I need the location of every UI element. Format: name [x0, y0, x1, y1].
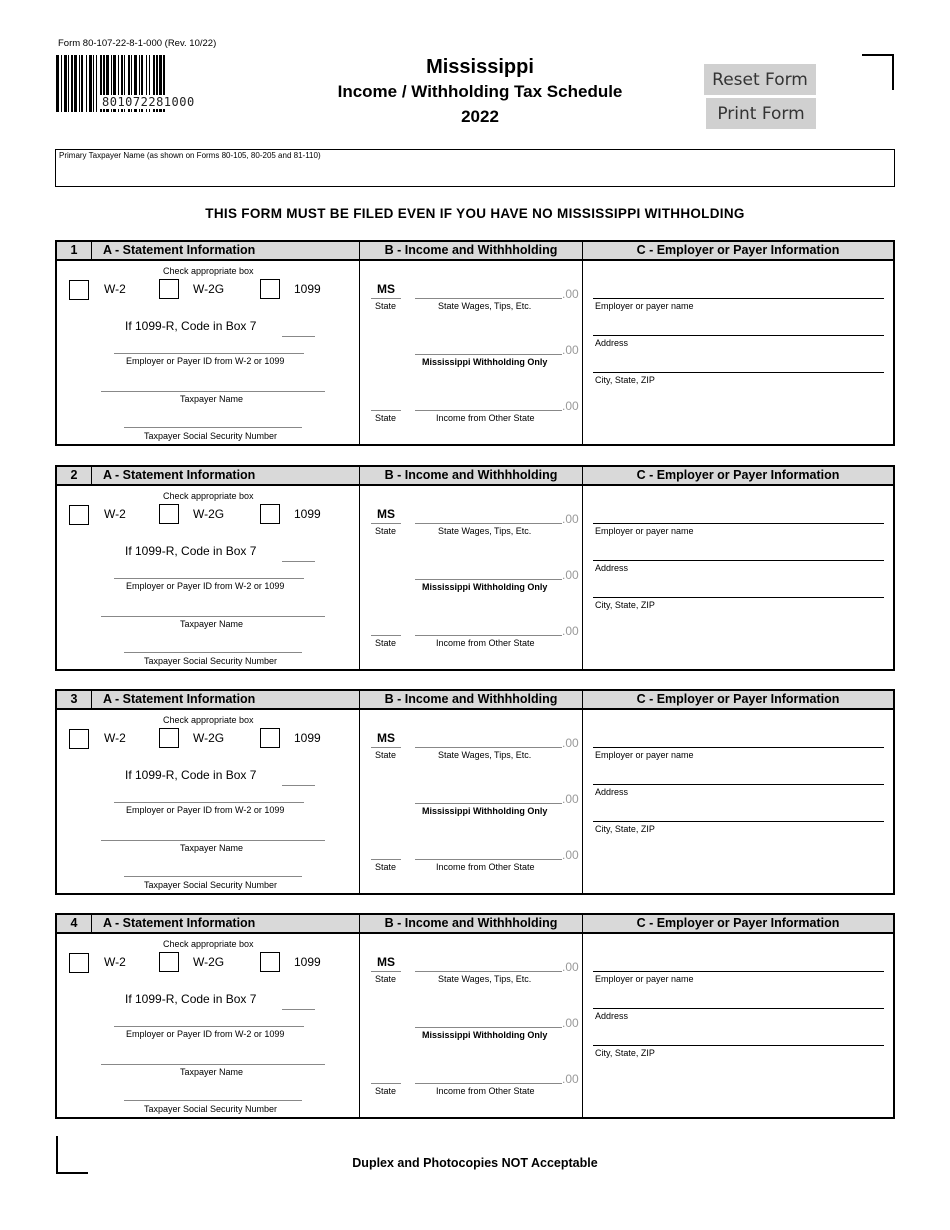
section-b-header: B - Income and Withhholding	[384, 243, 558, 257]
ms-state-code: MS	[377, 955, 395, 969]
section-divider	[359, 915, 360, 1117]
section-b-header: B - Income and Withhholding	[384, 692, 558, 706]
w2g-label: W-2G	[193, 282, 225, 296]
section-a-header: A - Statement Information	[103, 916, 256, 930]
code-box7-field[interactable]	[282, 336, 315, 337]
f1099-label: 1099	[294, 731, 321, 745]
other-income-field[interactable]	[415, 635, 562, 636]
w2-checkbox[interactable]	[69, 953, 89, 973]
employer-name-field[interactable]	[593, 523, 884, 524]
section-divider	[582, 242, 583, 444]
block-header	[57, 691, 893, 710]
code-box7-label: If 1099-R, Code in Box 7	[125, 768, 257, 782]
address-field[interactable]	[593, 1008, 884, 1009]
filing-notice: THIS FORM MUST BE FILED EVEN IF YOU HAVE NO MISSISSIPPI WITHHOLDING	[205, 206, 745, 221]
employer-name-field[interactable]	[593, 747, 884, 748]
state-code-line	[371, 523, 401, 524]
statement-block-1	[55, 240, 895, 446]
employer-name-label: Employer or payer name	[595, 526, 694, 536]
other-income-field[interactable]	[415, 859, 562, 860]
employer-id-label: Employer or Payer ID from W-2 or 1099	[126, 581, 285, 591]
section-divider	[582, 467, 583, 669]
primary-taxpayer-name-field[interactable]	[55, 149, 895, 187]
other-income-label: Income from Other State	[436, 638, 535, 648]
registration-mark-top-right	[862, 54, 894, 56]
section-a-header: A - Statement Information	[103, 243, 256, 257]
block-number: 3	[57, 691, 92, 708]
ms-withholding-cents: .00	[562, 792, 579, 806]
block-number: 4	[57, 915, 92, 932]
employer-id-field[interactable]	[114, 802, 304, 803]
address-field[interactable]	[593, 560, 884, 561]
ssn-label: Taxpayer Social Security Number	[144, 880, 278, 890]
state-wages-cents: .00	[562, 736, 579, 750]
employer-id-field[interactable]	[114, 353, 304, 354]
block-header	[57, 915, 893, 934]
ms-state-code: MS	[377, 282, 395, 296]
address-label: Address	[595, 1011, 629, 1021]
ms-state-code: MS	[377, 507, 395, 521]
state-wages-label: State Wages, Tips, Etc.	[438, 974, 532, 984]
other-income-field[interactable]	[415, 410, 562, 411]
other-state-code-field[interactable]	[371, 410, 401, 411]
w2g-checkbox[interactable]	[159, 279, 179, 299]
code-box7-field[interactable]	[282, 785, 315, 786]
ms-withholding-field[interactable]	[415, 354, 562, 355]
w2g-label: W-2G	[193, 955, 225, 969]
check-box-hint: Check appropriate box	[163, 939, 254, 949]
w2-checkbox[interactable]	[69, 505, 89, 525]
state-wages-label: State Wages, Tips, Etc.	[438, 301, 532, 311]
w2-checkbox[interactable]	[69, 729, 89, 749]
state-code-line	[371, 971, 401, 972]
other-income-cents: .00	[562, 1072, 579, 1086]
taxpayer-name-field[interactable]	[101, 1064, 325, 1065]
w2g-label: W-2G	[193, 731, 225, 745]
state-wages-cents: .00	[562, 287, 579, 301]
section-divider	[359, 242, 360, 444]
w2-checkbox[interactable]	[69, 280, 89, 300]
code-box7-field[interactable]	[282, 1009, 315, 1010]
section-divider	[582, 915, 583, 1117]
state-code-line	[371, 747, 401, 748]
city-state-zip-label: City, State, ZIP	[595, 1048, 655, 1058]
employer-name-label: Employer or payer name	[595, 301, 694, 311]
w2-label: W-2	[104, 731, 126, 745]
address-label: Address	[595, 563, 629, 573]
f1099-label: 1099	[294, 507, 321, 521]
address-label: Address	[595, 338, 629, 348]
ms-state-code: MS	[377, 731, 395, 745]
code-box7-label: If 1099-R, Code in Box 7	[125, 544, 257, 558]
ssn-field[interactable]	[124, 427, 302, 428]
ssn-label: Taxpayer Social Security Number	[144, 656, 278, 666]
employer-id-field[interactable]	[114, 1026, 304, 1027]
section-b-header: B - Income and Withhholding	[384, 468, 558, 482]
ms-withholding-label: Mississippi Withholding Only	[422, 357, 548, 367]
form-title-state: Mississippi	[426, 56, 534, 78]
employer-id-label: Employer or Payer ID from W-2 or 1099	[126, 1029, 285, 1039]
barcode-number: 801072281000	[102, 95, 195, 109]
state-wages-field[interactable]	[415, 747, 562, 748]
other-income-cents: .00	[562, 399, 579, 413]
taxpayer-name-field[interactable]	[101, 840, 325, 841]
employer-name-label: Employer or payer name	[595, 974, 694, 984]
address-label: Address	[595, 787, 629, 797]
city-state-zip-field[interactable]	[593, 372, 884, 373]
other-state-label: State	[375, 638, 397, 648]
employer-id-field[interactable]	[114, 578, 304, 579]
form-title-subtitle: Income / Withholding Tax Schedule	[337, 82, 623, 101]
ssn-label: Taxpayer Social Security Number	[144, 1104, 278, 1114]
section-divider	[359, 467, 360, 669]
f1099-label: 1099	[294, 282, 321, 296]
other-income-cents: .00	[562, 848, 579, 862]
taxpayer-name-label: Taxpayer Name	[180, 619, 244, 629]
section-a-header: A - Statement Information	[103, 692, 256, 706]
city-state-zip-field[interactable]	[593, 821, 884, 822]
state-label: State	[375, 526, 397, 536]
primary-taxpayer-name-label: Primary Taxpayer Name (as shown on Forms 80-105, 80-205 and 81-110)	[59, 151, 321, 160]
other-state-code-field[interactable]	[371, 635, 401, 636]
taxpayer-name-label: Taxpayer Name	[180, 1067, 244, 1077]
other-income-label: Income from Other State	[436, 413, 535, 423]
taxpayer-name-label: Taxpayer Name	[180, 394, 244, 404]
statement-block-2	[55, 465, 895, 671]
check-box-hint: Check appropriate box	[163, 266, 254, 276]
w2g-label: W-2G	[193, 507, 225, 521]
ms-withholding-label: Mississippi Withholding Only	[422, 806, 548, 816]
state-wages-cents: .00	[562, 960, 579, 974]
state-label: State	[375, 301, 397, 311]
footer-notice: Duplex and Photocopies NOT Acceptable	[352, 1156, 598, 1170]
other-state-code-field[interactable]	[371, 859, 401, 860]
section-divider	[582, 691, 583, 893]
other-income-field[interactable]	[415, 1083, 562, 1084]
w2-label: W-2	[104, 282, 126, 296]
section-c-header: C - Employer or Payer Information	[636, 468, 840, 482]
city-state-zip-field[interactable]	[593, 597, 884, 598]
taxpayer-name-label: Taxpayer Name	[180, 843, 244, 853]
statement-block-3	[55, 689, 895, 895]
w2-label: W-2	[104, 955, 126, 969]
city-state-zip-label: City, State, ZIP	[595, 375, 655, 385]
employer-id-label: Employer or Payer ID from W-2 or 1099	[126, 356, 285, 366]
w2g-checkbox[interactable]	[159, 952, 179, 972]
section-b-header: B - Income and Withhholding	[384, 916, 558, 930]
ms-withholding-field[interactable]	[415, 579, 562, 580]
ms-withholding-cents: .00	[562, 1016, 579, 1030]
print-form-button[interactable]: Print Form	[706, 98, 816, 129]
state-wages-field[interactable]	[415, 523, 562, 524]
state-wages-label: State Wages, Tips, Etc.	[438, 526, 532, 536]
check-box-hint: Check appropriate box	[163, 491, 254, 501]
block-header	[57, 467, 893, 486]
ms-withholding-field[interactable]	[415, 803, 562, 804]
form-title-year: 2022	[461, 107, 499, 126]
ssn-field[interactable]	[124, 876, 302, 877]
section-c-header: C - Employer or Payer Information	[636, 243, 840, 257]
state-wages-field[interactable]	[415, 971, 562, 972]
statement-block-4	[55, 913, 895, 1119]
ms-withholding-cents: .00	[562, 343, 579, 357]
state-wages-cents: .00	[562, 512, 579, 526]
employer-name-field[interactable]	[593, 971, 884, 972]
ms-withholding-field[interactable]	[415, 1027, 562, 1028]
other-income-cents: .00	[562, 624, 579, 638]
taxpayer-name-field[interactable]	[101, 616, 325, 617]
code-box7-label: If 1099-R, Code in Box 7	[125, 319, 257, 333]
city-state-zip-label: City, State, ZIP	[595, 600, 655, 610]
other-state-code-field[interactable]	[371, 1083, 401, 1084]
block-number: 2	[57, 467, 92, 484]
form-id: Form 80-107-22-8-1-000 (Rev. 10/22)	[58, 38, 217, 49]
other-income-label: Income from Other State	[436, 862, 535, 872]
ms-withholding-cents: .00	[562, 568, 579, 582]
ms-withholding-label: Mississippi Withholding Only	[422, 582, 548, 592]
ssn-field[interactable]	[124, 652, 302, 653]
registration-mark-bottom-left	[56, 1172, 88, 1174]
f1099-checkbox[interactable]	[260, 952, 280, 972]
ssn-label: Taxpayer Social Security Number	[144, 431, 278, 441]
w2g-checkbox[interactable]	[159, 728, 179, 748]
f1099-checkbox[interactable]	[260, 279, 280, 299]
f1099-label: 1099	[294, 955, 321, 969]
check-box-hint: Check appropriate box	[163, 715, 254, 725]
state-label: State	[375, 750, 397, 760]
reset-form-button[interactable]: Reset Form	[704, 64, 816, 95]
w2g-checkbox[interactable]	[159, 504, 179, 524]
address-field[interactable]	[593, 784, 884, 785]
state-wages-label: State Wages, Tips, Etc.	[438, 750, 532, 760]
other-income-label: Income from Other State	[436, 1086, 535, 1096]
ssn-field[interactable]	[124, 1100, 302, 1101]
section-c-header: C - Employer or Payer Information	[636, 692, 840, 706]
state-wages-field[interactable]	[415, 298, 562, 299]
code-box7-label: If 1099-R, Code in Box 7	[125, 992, 257, 1006]
section-divider	[359, 691, 360, 893]
other-state-label: State	[375, 1086, 397, 1096]
block-number: 1	[57, 242, 92, 259]
employer-id-label: Employer or Payer ID from W-2 or 1099	[126, 805, 285, 815]
ms-withholding-label: Mississippi Withholding Only	[422, 1030, 548, 1040]
block-header	[57, 242, 893, 261]
section-a-header: A - Statement Information	[103, 468, 256, 482]
f1099-checkbox[interactable]	[260, 728, 280, 748]
section-c-header: C - Employer or Payer Information	[636, 916, 840, 930]
other-state-label: State	[375, 862, 397, 872]
state-code-line	[371, 298, 401, 299]
taxpayer-name-field[interactable]	[101, 391, 325, 392]
employer-name-field[interactable]	[593, 298, 884, 299]
state-label: State	[375, 974, 397, 984]
employer-name-label: Employer or payer name	[595, 750, 694, 760]
code-box7-field[interactable]	[282, 561, 315, 562]
address-field[interactable]	[593, 335, 884, 336]
f1099-checkbox[interactable]	[260, 504, 280, 524]
city-state-zip-label: City, State, ZIP	[595, 824, 655, 834]
other-state-label: State	[375, 413, 397, 423]
registration-mark-top-right-vertical	[892, 54, 894, 90]
w2-label: W-2	[104, 507, 126, 521]
city-state-zip-field[interactable]	[593, 1045, 884, 1046]
